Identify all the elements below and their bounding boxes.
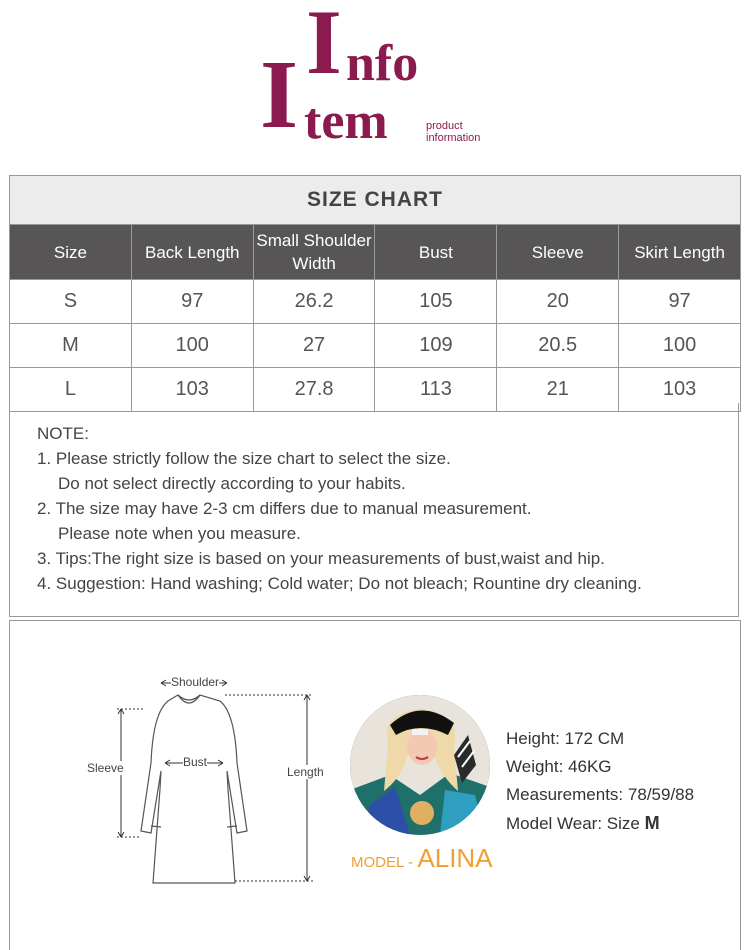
- table-header-row: [10, 225, 741, 280]
- logo-subtitle-line2: information: [426, 132, 481, 144]
- model-wear-row: [506, 809, 694, 838]
- table-cell: 113: [375, 368, 497, 412]
- note-line: 1. Please strictly follow the size chart to select the size.: [37, 449, 451, 468]
- logo-subtitle: [426, 120, 480, 144]
- table-cell: 27: [253, 324, 375, 368]
- table-cell: 100: [619, 324, 741, 368]
- table-cell: S: [10, 280, 132, 324]
- table-row: [10, 280, 741, 324]
- table-cell: 26.2: [253, 280, 375, 324]
- table-cell: 97: [619, 280, 741, 324]
- note-line: 2. The size may have 2-3 cm differs due to manual measurement.: [37, 499, 532, 518]
- height-value: 172 CM: [564, 729, 625, 748]
- dress-outline-icon: [85, 673, 345, 893]
- column-header: Small Shoulder Width: [253, 225, 375, 280]
- size-chart-title: SIZE CHART: [9, 175, 741, 224]
- model-wear-label: Model Wear:: [506, 814, 603, 833]
- size-chart: [9, 175, 741, 412]
- logo-item-rest: tem: [304, 93, 388, 150]
- sleeve-label: Sleeve: [87, 761, 124, 775]
- note-line: 4. Suggestion: Hand washing; Cold water; Do not bleach; Rountine dry cleaning.: [37, 574, 642, 593]
- column-header: Back Length: [131, 225, 253, 280]
- table-cell: 100: [131, 324, 253, 368]
- height-label: Height:: [506, 729, 560, 748]
- model-name-text: ALINA: [417, 843, 493, 873]
- column-header: Size: [10, 225, 132, 280]
- table-cell: 27.8: [253, 368, 375, 412]
- logo-info-rest: nfo: [346, 35, 419, 92]
- table-row: [10, 324, 741, 368]
- model-wear-size: M: [644, 813, 660, 833]
- size-table: [9, 224, 741, 412]
- model-portrait-icon: [350, 695, 490, 835]
- model-prefix: MODEL -: [351, 854, 413, 871]
- note-line: Do not select directly according to your habits.: [58, 474, 406, 493]
- height-row: [506, 725, 694, 753]
- table-cell: 20: [497, 280, 619, 324]
- note-line: Please note when you measure.: [58, 524, 301, 543]
- logo-item-initial: I: [260, 41, 299, 149]
- table-cell: 105: [375, 280, 497, 324]
- column-header: Bust: [375, 225, 497, 280]
- table-cell: 97: [131, 280, 253, 324]
- weight-value: 46KG: [568, 757, 612, 776]
- table-cell: 103: [619, 368, 741, 412]
- weight-row: [506, 753, 694, 781]
- table-cell: 109: [375, 324, 497, 368]
- model-name: [351, 843, 493, 874]
- measurements-label: Measurements:: [506, 785, 624, 804]
- table-cell: 20.5: [497, 324, 619, 368]
- note-line: 3. Tips:The right size is based on your measurements of bust,waist and hip.: [37, 549, 605, 568]
- measurements-row: [506, 781, 694, 809]
- model-stats: [506, 725, 694, 838]
- shoulder-label: Shoulder: [171, 675, 220, 689]
- table-cell: M: [10, 324, 132, 368]
- table-cell: 21: [497, 368, 619, 412]
- column-header: Sleeve: [497, 225, 619, 280]
- column-header: Skirt Length: [619, 225, 741, 280]
- bust-label: Bust: [183, 755, 208, 769]
- model-panel: [9, 620, 741, 950]
- measurements-value: 78/59/88: [627, 785, 695, 804]
- dress-measurement-diagram: [85, 673, 345, 893]
- notes-section: [9, 403, 739, 617]
- table-cell: L: [10, 368, 132, 412]
- info-item-logo: [260, 0, 500, 160]
- model-photo: [350, 695, 490, 835]
- weight-label: Weight:: [506, 757, 564, 776]
- length-label: Length: [287, 765, 324, 779]
- model-wear-prefix: Size: [606, 814, 640, 833]
- notes-heading: NOTE:: [37, 424, 89, 443]
- logo-subtitle-line1: product: [426, 120, 463, 132]
- table-cell: 103: [131, 368, 253, 412]
- logo-info-initial: I: [306, 0, 342, 93]
